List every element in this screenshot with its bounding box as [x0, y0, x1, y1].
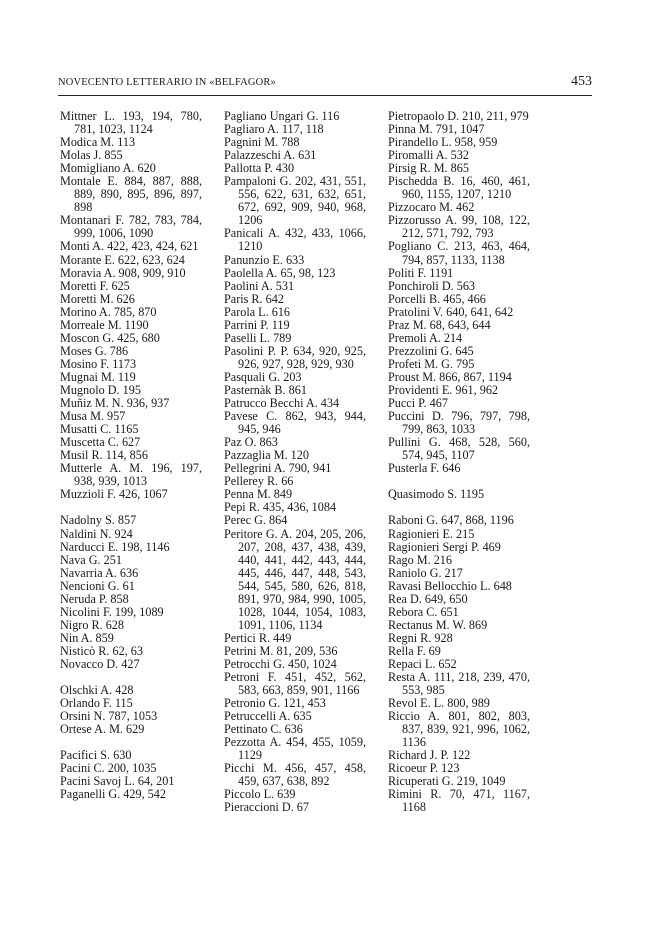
- index-entry: Morreale M. 1190: [60, 317, 149, 332]
- index-entry: Panicali A. 432, 433, 1066, 1210: [224, 226, 366, 254]
- index-entry: Pasternàk B. 861: [224, 382, 307, 397]
- index-entry: Revol E. L. 800, 989: [388, 696, 490, 711]
- index-entry: Petroni F. 451, 452, 562, 583, 663, 859, 901, 1166: [224, 670, 366, 698]
- index-entry: Musa M. 957: [60, 409, 126, 424]
- index-entry: Navarria A. 636: [60, 565, 139, 580]
- index-column-1: [60, 110, 202, 801]
- index-entry: Pampaloni G. 202, 431, 551, 556, 622, 631, 632, 651, 672, 692, 909, 940, 968, 1206: [224, 174, 366, 228]
- index-entry: Quasimodo S. 1195: [388, 487, 485, 502]
- index-entry: Pinna M. 791, 1047: [388, 122, 485, 137]
- index-entry: Monti A. 422, 423, 424, 621: [60, 239, 199, 254]
- index-entry: Ragionieri E. 215: [388, 526, 475, 541]
- index-entry: Riccio A. 801, 802, 803, 837, 839, 921, 996, 1062, 1136: [388, 709, 530, 750]
- index-entry: Pacini Savoj L. 64, 201: [60, 774, 175, 789]
- index-entry: Paolella A. 65, 98, 123: [224, 265, 336, 280]
- index-entry: Moravia A. 908, 909, 910: [60, 265, 186, 280]
- index-entry: Olschki A. 428: [60, 683, 134, 698]
- index-entry: Pasolini P. P. 634, 920, 925, 926, 927, 928, 929, 930: [224, 343, 366, 371]
- index-entry: Pizzorusso A. 99, 108, 122, 212, 571, 792, 793: [388, 213, 530, 241]
- index-entry: Pietropaolo D. 210, 211, 979: [388, 109, 529, 123]
- index-entry: Puccini D. 796, 797, 798, 799, 863, 1033: [388, 409, 530, 437]
- index-entry: Rella F. 69: [388, 643, 441, 658]
- index-entry: Musatti C. 1165: [60, 422, 139, 437]
- index-entry: Prezzolini G. 645: [388, 343, 474, 358]
- running-header: [58, 74, 592, 93]
- index-entry: Mugnolo D. 195: [60, 382, 141, 397]
- index-entry: Pallotta P. 430: [224, 161, 295, 176]
- index-entry: Orlando F. 115: [60, 696, 133, 711]
- index-entry: Repaci L. 652: [388, 656, 457, 671]
- index-entry: Pucci P. 467: [388, 396, 448, 411]
- index-entry: Premoli A. 214: [388, 330, 463, 345]
- index-entry: Perec G. 864: [224, 513, 288, 528]
- index-entry: Ravasi Bellocchio L. 648: [388, 578, 512, 593]
- index-entry: Pizzocaro M. 462: [388, 200, 475, 215]
- index-entry: Raniolo G. 217: [388, 565, 463, 580]
- index-entry: Pacini C. 200, 1035: [60, 761, 157, 776]
- index-entry: Pacifici S. 630: [60, 748, 132, 763]
- index-entry: Paris R. 642: [224, 291, 284, 306]
- index-entry: Musil R. 114, 856: [60, 448, 148, 463]
- index-entry: Panunzio E. 633: [224, 252, 305, 267]
- index-entry: Patrucco Becchi A. 434: [224, 396, 340, 411]
- index-entry: Molas J. 855: [60, 148, 123, 163]
- index-entry: Narducci E. 198, 1146: [60, 539, 170, 554]
- index-entry: Resta A. 111, 218, 239, 470, 553, 985: [388, 670, 530, 698]
- index-entry: Parrini P. 119: [224, 317, 290, 332]
- index-entry: Ortese A. M. 629: [60, 722, 145, 737]
- index-entry: Providenti E. 961, 962: [388, 382, 499, 397]
- index-entry: Morino A. 785, 870: [60, 304, 157, 319]
- index-entry: Petruccelli A. 635: [224, 709, 312, 724]
- index-entry: Pertici R. 449: [224, 630, 292, 645]
- index-entry: Mutterle A. M. 196, 197, 938, 939, 1013: [60, 461, 202, 489]
- index-entry: Pogliano C. 213, 463, 464, 794, 857, 1133, 1138: [388, 239, 530, 267]
- index-entry: Paganelli G. 429, 542: [60, 787, 166, 802]
- index-entry: Moretti F. 625: [60, 278, 130, 293]
- index-entry: Nadolny S. 857: [60, 513, 137, 528]
- index-entry: Pirandello L. 958, 959: [388, 135, 498, 150]
- index-entry: Pavese C. 862, 943, 944, 945, 946: [224, 409, 366, 437]
- index-entry: Paselli L. 789: [224, 330, 292, 345]
- index-entry: Picchi M. 456, 457, 458, 459, 637, 638, 892: [224, 761, 366, 789]
- index-entry: Moses G. 786: [60, 343, 129, 358]
- index-entry: Pettinato C. 636: [224, 722, 303, 737]
- index-entry: Piromalli A. 532: [388, 148, 469, 163]
- index-entry: Pagliano Ungari G. 116: [224, 109, 340, 123]
- index-entry: Petronio G. 121, 453: [224, 696, 326, 711]
- index-entry: Pagnini M. 788: [224, 135, 300, 150]
- index-entry: Pratolini V. 640, 641, 642: [388, 304, 514, 319]
- index-entry: Raboni G. 647, 868, 1196: [388, 513, 514, 528]
- index-entry: Pazzaglia M. 120: [224, 448, 309, 463]
- index-entry: Nin A. 859: [60, 630, 114, 645]
- index-entry: Modica M. 113: [60, 135, 136, 150]
- running-title: NOVECENTO LETTERARIO IN «BELFAGOR»: [58, 77, 276, 88]
- index-entry: Orsini N. 787, 1053: [60, 709, 158, 724]
- index-entry: Nicolini F. 199, 1089: [60, 604, 164, 619]
- index-entry: Pieraccioni D. 67: [224, 800, 309, 815]
- index-entry: Rago M. 216: [388, 552, 452, 567]
- index-entry: Profeti M. G. 795: [388, 356, 475, 371]
- index-entry: Palazzeschi A. 631: [224, 148, 317, 163]
- index-entry: Petrini M. 81, 209, 536: [224, 643, 338, 658]
- index-entry: Ponchiroli D. 563: [388, 278, 476, 293]
- index-entry: Momigliano A. 620: [60, 161, 156, 176]
- index-entry: Praz M. 68, 643, 644: [388, 317, 491, 332]
- index-entry: Rectanus M. W. 869: [388, 617, 488, 632]
- index-entry: Moscon G. 425, 680: [60, 330, 160, 345]
- index-entry: Montale E. 884, 887, 888, 889, 890, 895, 896, 897, 898: [60, 174, 202, 215]
- index-column-2: [224, 110, 366, 815]
- index-entry: Paolini A. 531: [224, 278, 295, 293]
- index-entry: Mugnai M. 119: [60, 369, 136, 384]
- index-entry: Muscetta C. 627: [60, 435, 141, 450]
- index-column-3: [388, 110, 530, 815]
- index-entry: Pirsig R. M. 865: [388, 161, 469, 176]
- index-entry: Pellegrini A. 790, 941: [224, 461, 332, 476]
- index-entry: Moretti M. 626: [60, 291, 135, 306]
- index-entry: Novacco D. 427: [60, 656, 140, 671]
- index-entry: Pagliaro A. 117, 118: [224, 122, 324, 137]
- index-entry: Ricoeur P. 123: [388, 761, 460, 776]
- index-entry: Parola L. 616: [224, 304, 291, 319]
- index-entry: Rimini R. 70, 471, 1167, 1168: [388, 787, 530, 815]
- index-entry: Pischedda B. 16, 460, 461, 960, 1155, 1207, 1210: [388, 174, 530, 202]
- index-entry: Piccolo L. 639: [224, 787, 296, 802]
- index-entry: Pusterla F. 646: [388, 461, 461, 476]
- index-entry: Porcelli B. 465, 466: [388, 291, 486, 306]
- index-entry: Politi F. 1191: [388, 265, 454, 280]
- index-entry: Pullini G. 468, 528, 560, 574, 945, 1107: [388, 435, 530, 463]
- index-entry: Morante E. 622, 623, 624: [60, 252, 185, 267]
- index-entry: Montanari F. 782, 783, 784, 999, 1006, 1090: [60, 213, 202, 241]
- index-entry: Pasquali G. 203: [224, 369, 302, 384]
- index-entry: Muñiz M. N. 936, 937: [60, 396, 170, 411]
- index-entry: Regni R. 928: [388, 630, 453, 645]
- header-rule: [58, 95, 592, 96]
- index-entry: Mittner L. 193, 194, 780, 781, 1023, 1124: [60, 109, 202, 137]
- index-entry: Ricuperati G. 219, 1049: [388, 774, 506, 789]
- index-entry: Neruda P. 858: [60, 591, 129, 606]
- index-entry: Pezzotta A. 454, 455, 1059, 1129: [224, 735, 366, 763]
- index-entry: Nencioni G. 61: [60, 578, 135, 593]
- index-entry: Proust M. 866, 867, 1194: [388, 369, 512, 384]
- index-entry: Rea D. 649, 650: [388, 591, 468, 606]
- index-entry: Rebora C. 651: [388, 604, 459, 619]
- page-number: 453: [571, 74, 592, 89]
- index-entry: Peritore G. A. 204, 205, 206, 207, 208, 437, 438, 439, 440, 441, 442, 443, 444, 445, 446, 447, 448, 543, 544, 545, 580, 626, 818, 891, 970, 984, 990, 1005, 1028, 1044, 1054, 1083, 1091, 1106, 1134: [224, 526, 366, 632]
- index-entry: Richard J. P. 122: [388, 748, 471, 763]
- index-entry: Nisticò R. 62, 63: [60, 643, 143, 658]
- index-entry: Pepi R. 435, 436, 1084: [224, 500, 337, 515]
- index-entry: Paz O. 863: [224, 435, 278, 450]
- index-entry: Naldini N. 924: [60, 526, 133, 541]
- index-entry: Muzzioli F. 426, 1067: [60, 487, 168, 502]
- index-entry: Nava G. 251: [60, 552, 122, 567]
- index-entry: Mosino F. 1173: [60, 356, 137, 371]
- index-entry: Nigro R. 628: [60, 617, 124, 632]
- index-entry: Pellerey R. 66: [224, 474, 294, 489]
- index-entry: Petrocchi G. 450, 1024: [224, 656, 337, 671]
- index-entry: Ragionieri Sergi P. 469: [388, 539, 501, 554]
- index-entry: Penna M. 849: [224, 487, 293, 502]
